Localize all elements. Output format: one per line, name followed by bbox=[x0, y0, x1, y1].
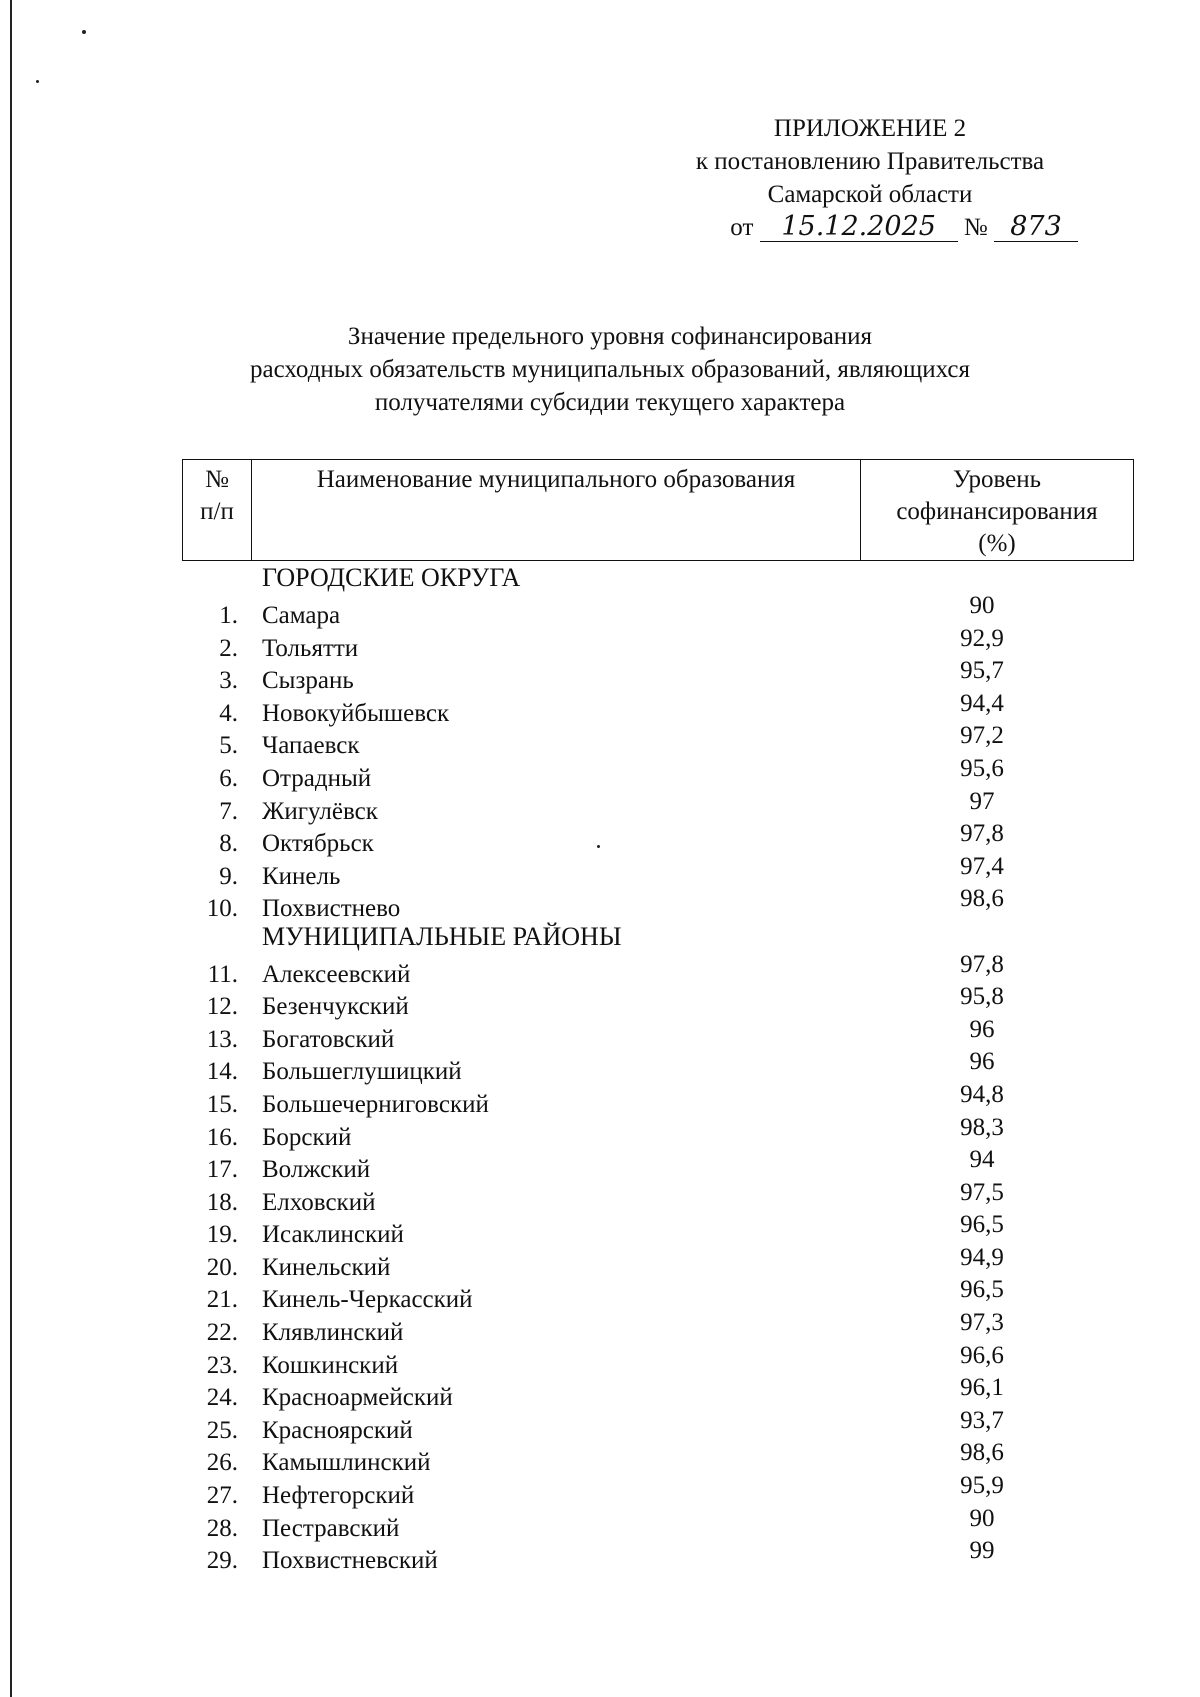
municipality-name: Кошкинский bbox=[262, 1351, 399, 1379]
cofinancing-value: 95,9 bbox=[960, 1472, 1004, 1500]
section-title: ГОРОДСКИЕ ОКРУГА bbox=[262, 563, 521, 592]
appendix-region: Самарской области bbox=[767, 181, 973, 208]
section-title: МУНИЦИПАЛЬНЫЕ РАЙОНЫ bbox=[262, 921, 622, 951]
municipality-name: Исаклинский bbox=[262, 1221, 404, 1249]
municipality-name: Пестравский bbox=[262, 1514, 400, 1542]
municipality-name: Самара bbox=[262, 602, 341, 629]
cofinancing-value: 96,6 bbox=[960, 1341, 1004, 1369]
row-number: 7. bbox=[219, 797, 238, 825]
row-number: 12. bbox=[206, 993, 238, 1021]
cofinancing-value: 96 bbox=[969, 1048, 995, 1076]
table-header bbox=[182, 459, 1134, 561]
municipality-name: Богатовский bbox=[262, 1025, 395, 1053]
title-line-2: расходных обязательств муниципальных образований, являющихся bbox=[250, 356, 970, 383]
row-number: 3. bbox=[219, 667, 238, 695]
row-number: 11. bbox=[207, 960, 238, 988]
header-level-column bbox=[861, 460, 1133, 560]
municipality-name: Похвистневский bbox=[262, 1547, 438, 1575]
handwritten-number: 873 bbox=[994, 213, 1078, 242]
header-level-line-3: (%) bbox=[978, 530, 1016, 557]
header-number-sign: № bbox=[205, 466, 229, 493]
cofinancing-value: 90 bbox=[969, 592, 995, 619]
row-number: 13. bbox=[206, 1025, 238, 1053]
cofinancing-value: 94,8 bbox=[960, 1080, 1004, 1108]
row-number: 6. bbox=[219, 764, 238, 792]
row-number: 15. bbox=[206, 1090, 238, 1118]
row-number: 9. bbox=[219, 862, 238, 890]
section-gap bbox=[182, 1576, 1132, 1609]
municipality-name: Борский bbox=[262, 1123, 352, 1151]
cofinancing-value: 98,6 bbox=[960, 885, 1004, 913]
header-number-column bbox=[183, 460, 252, 560]
municipality-name: Чапаевск bbox=[262, 732, 360, 760]
row-number: 29. bbox=[206, 1547, 238, 1575]
ot-label: от bbox=[730, 214, 754, 241]
cofinancing-value: 93,7 bbox=[960, 1406, 1004, 1434]
cofinancing-value: 96,1 bbox=[960, 1374, 1004, 1402]
row-number: 5. bbox=[219, 732, 238, 760]
cofinancing-value: 98,6 bbox=[960, 1439, 1004, 1467]
cofinancing-value: 98,3 bbox=[960, 1113, 1004, 1141]
municipality-name: Новокуйбышевск bbox=[262, 699, 450, 727]
row-number: 26. bbox=[206, 1449, 238, 1477]
cofinancing-value: 97,5 bbox=[960, 1178, 1004, 1206]
municipality-name: Похвистнево bbox=[262, 895, 401, 923]
row-number: 20. bbox=[206, 1253, 238, 1281]
cofinancing-value: 96,5 bbox=[960, 1211, 1004, 1239]
row-number: 10. bbox=[206, 895, 238, 923]
table-row bbox=[182, 885, 1132, 924]
municipality-name: Сызрань bbox=[262, 667, 354, 695]
scan-speck bbox=[82, 30, 86, 34]
appendix-decree-ref: к постановлению Правительства bbox=[695, 148, 1045, 175]
cofinancing-value: 97,3 bbox=[960, 1309, 1004, 1337]
cofinancing-value: 95,8 bbox=[960, 983, 1004, 1011]
cofinancing-value: 94 bbox=[969, 1146, 995, 1174]
municipality-name: Алексеевский bbox=[262, 960, 411, 988]
table-body bbox=[182, 563, 1132, 1608]
municipality-name: Большеглушицкий bbox=[262, 1058, 462, 1086]
cofinancing-value: 90 bbox=[969, 1504, 995, 1532]
page-edge bbox=[10, 0, 12, 1697]
appendix-block bbox=[640, 112, 1100, 244]
municipality-name: Камышлинский bbox=[262, 1449, 431, 1477]
header-level-line-1: Уровень bbox=[952, 466, 1042, 493]
municipality-name: Кинель-Черкасский bbox=[262, 1286, 473, 1314]
municipality-name: Кинель bbox=[262, 862, 341, 890]
municipality-name: Клявлинский bbox=[262, 1319, 404, 1347]
table-row bbox=[182, 1537, 1132, 1576]
cofinancing-value: 97 bbox=[969, 787, 995, 815]
municipality-name: Тольятти bbox=[262, 634, 359, 662]
cofinancing-value: 95,7 bbox=[960, 657, 1004, 685]
row-number: 16. bbox=[206, 1123, 238, 1151]
row-number: 17. bbox=[206, 1156, 238, 1184]
row-number: 8. bbox=[219, 830, 238, 858]
row-number: 27. bbox=[206, 1482, 238, 1510]
row-number: 1. bbox=[219, 602, 238, 629]
scan-speck bbox=[36, 80, 39, 83]
appendix-date-line bbox=[640, 211, 1100, 244]
municipality-name: Красноярский bbox=[262, 1416, 413, 1444]
header-level-line-2: софинансирования bbox=[896, 498, 1098, 525]
cofinancing-value: 97,2 bbox=[960, 722, 1004, 750]
row-number: 25. bbox=[206, 1416, 238, 1444]
row-number: 4. bbox=[219, 699, 238, 727]
cofinancing-value: 97,4 bbox=[960, 852, 1004, 880]
document-title bbox=[180, 320, 1040, 419]
row-number: 2. bbox=[219, 634, 238, 662]
cofinancing-value: 94,4 bbox=[960, 689, 1004, 717]
municipality-name: Отрадный bbox=[262, 764, 372, 792]
appendix-title: ПРИЛОЖЕНИЕ 2 bbox=[773, 115, 967, 142]
cofinancing-value: 92,9 bbox=[960, 624, 1004, 652]
header-name-column: Наименование муниципального образования bbox=[252, 460, 861, 560]
municipality-name: Большечерниговский bbox=[262, 1090, 489, 1118]
municipality-name: Красноармейский bbox=[262, 1384, 453, 1412]
municipality-name: Волжский bbox=[262, 1156, 371, 1184]
title-line-1: Значение предельного уровня софинансирования bbox=[347, 323, 873, 350]
row-number: 18. bbox=[206, 1188, 238, 1216]
row-number: 19. bbox=[206, 1221, 238, 1249]
cofinancing-value: 97,8 bbox=[960, 820, 1004, 848]
municipality-name: Жигулёвск bbox=[262, 797, 378, 825]
cofinancing-value: 96 bbox=[969, 1015, 995, 1043]
cofinancing-value: 96,5 bbox=[960, 1276, 1004, 1304]
cofinancing-value: 99 bbox=[969, 1537, 995, 1565]
row-number: 21. bbox=[206, 1286, 238, 1314]
title-line-3: получателями субсидии текущего характера bbox=[374, 389, 846, 416]
municipality-name: Елховский bbox=[262, 1188, 376, 1216]
header-pp: п/п bbox=[200, 498, 234, 525]
row-number: 14. bbox=[206, 1058, 238, 1086]
row-number: 23. bbox=[206, 1351, 238, 1379]
municipality-name: Октябрьск bbox=[262, 830, 374, 858]
cofinancing-value: 94,9 bbox=[960, 1243, 1004, 1271]
number-sign: № bbox=[963, 214, 988, 241]
municipality-name: Нефтегорский bbox=[262, 1482, 415, 1510]
handwritten-date: 15.12.2025 bbox=[760, 213, 958, 242]
municipality-name: Безенчукский bbox=[262, 993, 409, 1021]
row-number: 28. bbox=[206, 1514, 238, 1542]
cofinancing-value: 95,6 bbox=[960, 754, 1004, 782]
row-number: 22. bbox=[206, 1319, 238, 1347]
municipality-name: Кинельский bbox=[262, 1253, 391, 1281]
row-number: 24. bbox=[206, 1384, 238, 1412]
cofinancing-value: 97,8 bbox=[960, 950, 1004, 978]
